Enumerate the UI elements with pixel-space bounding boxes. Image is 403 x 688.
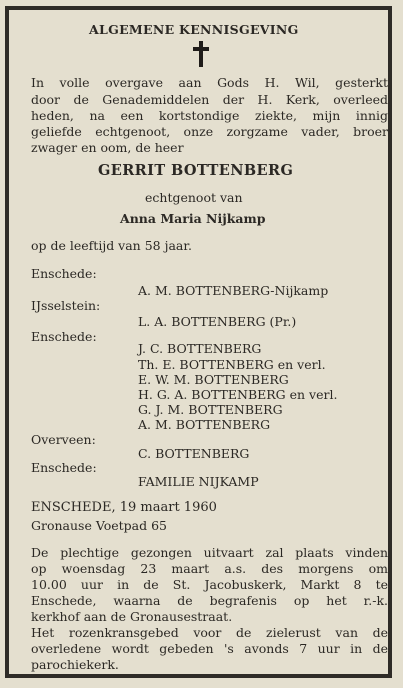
- funeral-line: op woensdag 23 maart a.s. des morgens om: [31, 561, 388, 576]
- age-line: op de leeftijd van 58 jaar.: [31, 238, 192, 253]
- place-date: ENSCHEDE, 19 maart 1960: [31, 500, 217, 515]
- rosary-line: parochiekerk.: [31, 657, 119, 672]
- intro-line: In volle overgave aan Gods H. Wil, gesterkt: [31, 75, 388, 90]
- intro-line: zwager en oom, de heer: [31, 140, 184, 155]
- spouse-name: Anna Maria Nijkamp: [120, 211, 266, 226]
- intro-line: geliefde echtgenoot, onze zorgzame vader, broer: [31, 124, 388, 139]
- survivor-name: Th. E. BOTTENBERG en verl.: [138, 357, 326, 372]
- notice-header: ALGEMENE KENNISGEVING: [89, 22, 299, 37]
- survivor-name: A. M. BOTTENBERG-Nijkamp: [138, 283, 329, 298]
- survivor-place: Enschede:: [31, 460, 97, 475]
- intro-line: door de Genademiddelen der H. Kerk, overleed: [31, 92, 388, 107]
- funeral-line: Enschede, waarna de begrafenis op het r.-k.: [31, 593, 388, 608]
- funeral-line: kerkhof aan de Gronausestraat.: [31, 609, 233, 624]
- survivor-name: E. W. M. BOTTENBERG: [138, 372, 289, 387]
- spouse-label: echtgenoot van: [145, 190, 243, 205]
- address: Gronause Voetpad 65: [31, 518, 167, 533]
- survivor-name: L. A. BOTTENBERG (Pr.): [138, 314, 297, 329]
- latin-cross-icon: [193, 41, 209, 67]
- survivor-name: FAMILIE NIJKAMP: [138, 474, 259, 489]
- funeral-line: 10.00 uur in de St. Jacobuskerk, Markt 8 te: [31, 577, 388, 592]
- intro-line: heden, na een kortstondige ziekte, mijn innig: [31, 108, 388, 123]
- survivor-place: Enschede:: [31, 266, 97, 281]
- survivor-name: A. M. BOTTENBERG: [138, 417, 271, 432]
- funeral-line: De plechtige gezongen uitvaart zal plaats vinden: [31, 545, 388, 560]
- survivor-place: Enschede:: [31, 329, 97, 344]
- survivor-place: Overveen:: [31, 432, 96, 447]
- survivor-name: J. C. BOTTENBERG: [138, 341, 262, 356]
- rosary-line: overledene wordt gebeden 's avonds 7 uur in de: [31, 641, 388, 656]
- deceased-name: GERRIT BOTTENBERG: [98, 162, 294, 179]
- survivor-place: IJsselstein:: [31, 298, 101, 313]
- survivor-name: G. J. M. BOTTENBERG: [138, 402, 283, 417]
- rosary-line: Het rozenkransgebed voor de zielerust van de: [31, 625, 388, 640]
- survivor-name: C. BOTTENBERG: [138, 446, 250, 461]
- survivor-name: H. G. A. BOTTENBERG en verl.: [138, 387, 338, 402]
